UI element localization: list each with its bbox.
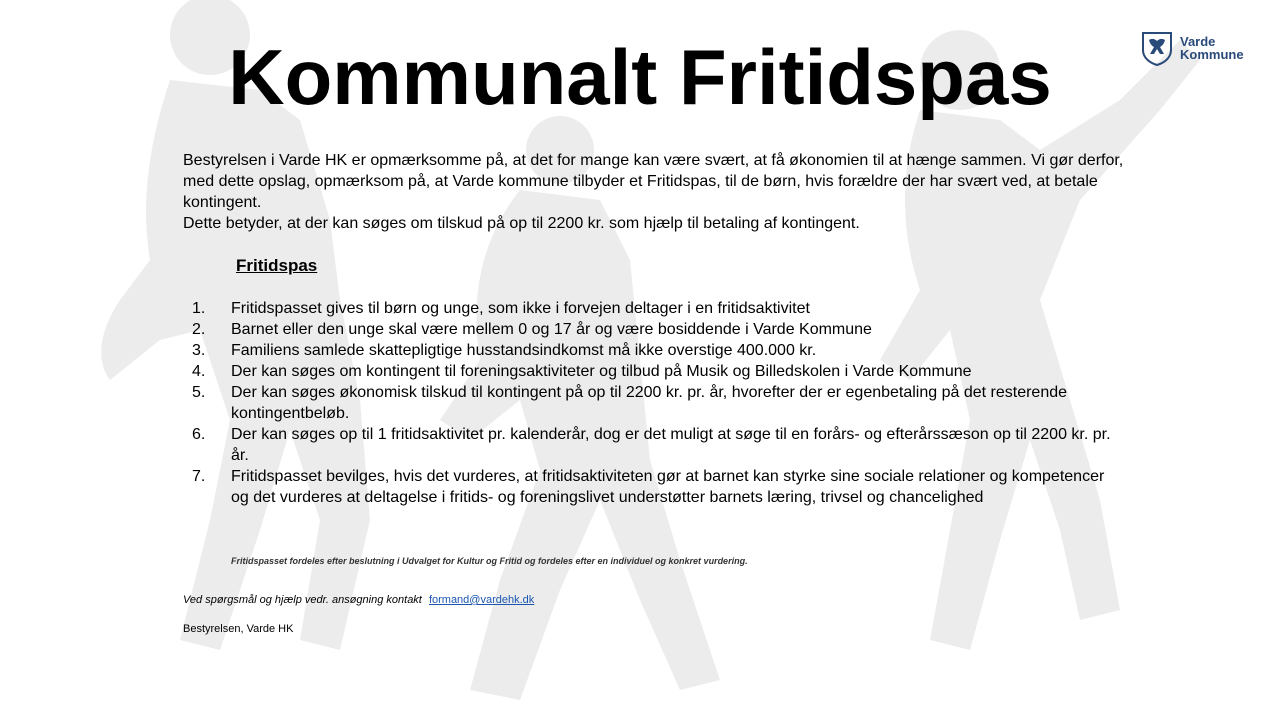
- intro-paragraph-1: Bestyrelsen i Varde HK er opmærksomme på, at det for mange kan være svært, at få økonomien til at hænge sammen. Vi gør derfor, med dette opslag, opmærksom på, at Varde kommune tilbyder et Fritidspas, til de børn, hvis forældre der har svært ved, at betale kontingent.: [183, 152, 1124, 211]
- section-heading: Fritidspas: [236, 256, 318, 275]
- varde-kommune-logo: [1140, 28, 1260, 68]
- list-item-text: Der kan søges op til 1 fritidsaktivitet pr. kalenderår, dog er det muligt at søge til en forårs- og efterårssæson op til 2200 kr. pr. år.: [231, 426, 1111, 464]
- footnote: Fritidspasset fordeles efter beslutning i Udvalget for Kultur og Fritid og fordeles efter en individuel og konkret vurdering.: [231, 556, 748, 566]
- signature: Bestyrelsen, Varde HK: [183, 623, 294, 635]
- contact-line: [183, 594, 534, 606]
- logo-wordmark: [1180, 35, 1244, 61]
- list-item-number: 2.: [192, 321, 206, 338]
- list-item-number: 7.: [192, 468, 206, 485]
- intro-paragraph-2: Dette betyder, at der kan søges om tilskud på op til 2200 kr. som hjælp til betaling af kontingent.: [183, 215, 860, 232]
- contact-text: Ved spørgsmål og hjælp vedr. ansøgning kontakt: [183, 594, 422, 606]
- list-item: [183, 424, 1113, 466]
- list-item-number: 6.: [192, 426, 206, 443]
- list-item-number: 4.: [192, 363, 206, 380]
- intro-text: [183, 150, 1143, 234]
- page-title: Kommunalt Fritidspas: [228, 33, 1052, 121]
- list-item: [183, 340, 1113, 361]
- list-item-text: Fritidspasset gives til børn og unge, som ikke i forvejen deltager i en fritidsaktivitet: [231, 300, 810, 317]
- logo-line-1: Varde: [1180, 34, 1216, 49]
- list-item: [183, 382, 1113, 424]
- logo-line-2: Kommune: [1180, 47, 1244, 62]
- list-item-text: Der kan søges økonomisk tilskud til kontingent på op til 2200 kr. pr. år, hvorefter der er egenbetaling på det resterende kontingentbeløb.: [231, 384, 1068, 422]
- list-item-text: Fritidspasset bevilges, hvis det vurderes, at fritidsaktiviteten gør at barnet kan styrke sine sociale relationer og kompetencer og det vurderes at deltagelse i fritids- og foreningslivet understøtter barnets læring, trivsel og chancelighed: [231, 468, 1105, 506]
- list-item: [183, 466, 1113, 508]
- list-item-number: 5.: [192, 384, 206, 401]
- list-item-text: Familiens samlede skattepligtige husstandsindkomst må ikke overstige 400.000 kr.: [231, 342, 817, 359]
- list-item: [183, 319, 1113, 340]
- list-item: [183, 298, 1113, 319]
- list-item-number: 1.: [192, 300, 206, 317]
- list-item: [183, 361, 1113, 382]
- list-item-text: Der kan søges om kontingent til foreningsaktiviteter og tilbud på Musik og Billedskolen i Varde Kommune: [231, 363, 972, 380]
- list-item-text: Barnet eller den unge skal være mellem 0 og 17 år og være bosiddende i Varde Kommune: [231, 321, 872, 338]
- list-item-number: 3.: [192, 342, 206, 359]
- rules-list: [183, 298, 1113, 508]
- contact-email-link[interactable]: formand@vardehk.dk: [428, 594, 535, 606]
- lion-crest-icon: [1140, 30, 1174, 66]
